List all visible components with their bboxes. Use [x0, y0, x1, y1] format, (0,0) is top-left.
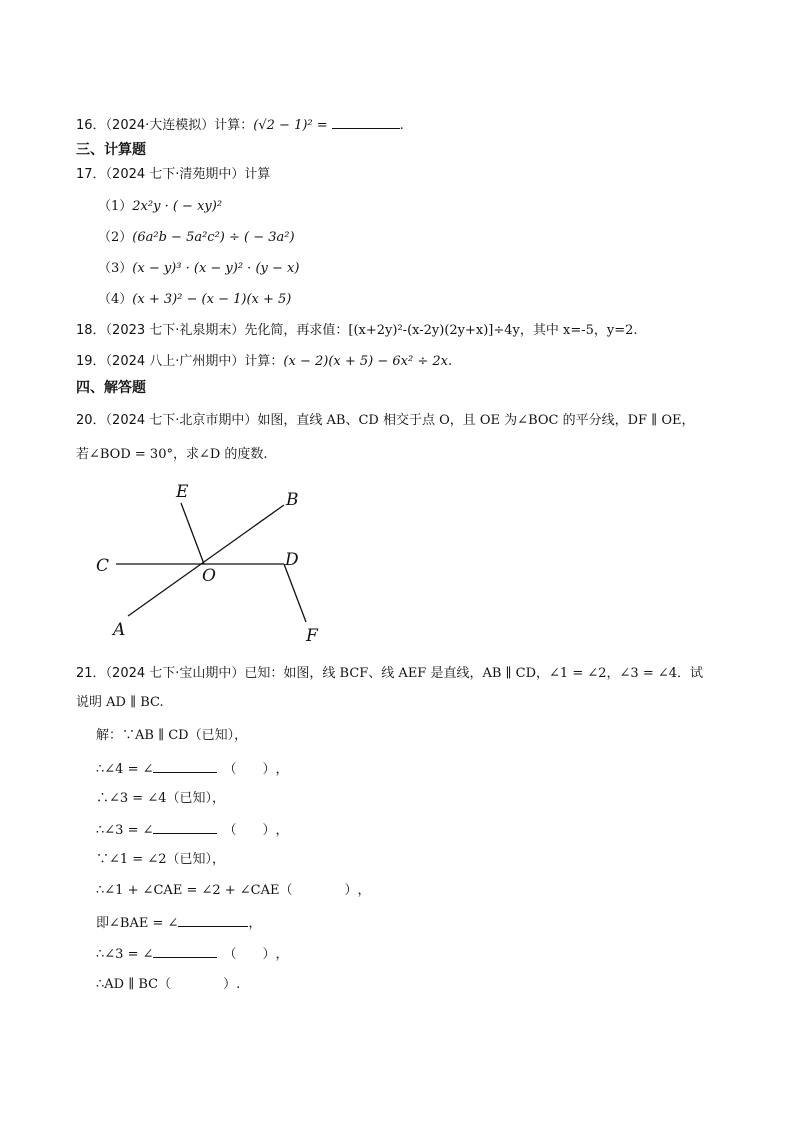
- question-source: （2024 七下·北京市期中）: [105, 413, 258, 428]
- question-number: 20．: [76, 413, 106, 428]
- part-label: （4）: [98, 292, 133, 307]
- step-text: 解：∵AB ∥ CD（已知），: [96, 728, 248, 743]
- ray-oe: [181, 503, 204, 564]
- section-heading-4: 四、解答题: [76, 380, 146, 396]
- end-mark: ，: [275, 823, 289, 838]
- math-expression: (x + 3)² − (x − 1)(x + 5): [132, 292, 292, 307]
- end-mark: ，: [275, 762, 289, 777]
- math-expression: (√2 − 1)² =: [253, 118, 328, 133]
- question-source: （2024 八上·广州期中）: [105, 354, 245, 369]
- label-e: E: [176, 482, 189, 502]
- question-number: 21．: [76, 666, 106, 681]
- math-expression: 2x²y · ( − xy)²: [132, 199, 223, 214]
- question-text: 先化简，再求值：[(x+2y)²-(x-2y)(2y+x)]÷4y，其中 x=-5，y=2.: [244, 323, 638, 338]
- answer-blank[interactable]: [178, 912, 248, 927]
- math-expression: (6a²b − 5a²c²) ÷ ( − 3a²): [132, 230, 295, 245]
- step-text: 即∠BAE = ∠: [96, 916, 179, 931]
- reason-blank[interactable]: （ ）: [279, 883, 358, 898]
- step-text: ∵∠1 = ∠2（已知），: [96, 852, 225, 867]
- step-text: ∴AD ∥ BC: [96, 977, 159, 992]
- question-21-line2: 说明 AD ∥ BC.: [76, 695, 164, 710]
- question-number: 19．: [76, 354, 106, 369]
- reason-blank[interactable]: （ ）: [223, 947, 276, 962]
- end-mark: .: [447, 354, 453, 369]
- section-heading-3: 三、计算题: [76, 142, 146, 158]
- proof-step-5: [96, 850, 225, 870]
- label-d: D: [285, 550, 299, 570]
- part-label: （3）: [98, 261, 133, 276]
- reason-blank[interactable]: （ ）: [223, 762, 276, 777]
- proof-step-9: [96, 975, 240, 995]
- question-21: [76, 664, 703, 684]
- question-source: （2023 七下·礼泉期末）: [105, 323, 245, 338]
- question-20-line2: 若∠BOD = 30°，求∠D 的度数.: [76, 447, 268, 462]
- answer-blank[interactable]: [153, 819, 217, 834]
- proof-step-3: [96, 789, 225, 809]
- proof-step-7: [96, 912, 261, 934]
- step-text: ∴∠1 + ∠CAE = ∠2 + ∠CAE: [96, 883, 280, 898]
- question-source: （2024 七下·清苑期中）: [105, 167, 245, 182]
- label-a: A: [113, 620, 126, 640]
- question-text-line1: 如图，直线 AB、CD 相交于点 O，且 OE 为∠BOC 的平分线，DF ∥ OE，: [257, 413, 695, 428]
- proof-step-1: [96, 726, 247, 746]
- label-f: F: [306, 626, 318, 646]
- end-mark: ，: [275, 947, 289, 962]
- answer-blank[interactable]: [153, 758, 217, 773]
- question-verb: 计算: [244, 167, 271, 182]
- proof-step-2: [96, 758, 289, 780]
- proof-step-8: [96, 943, 289, 965]
- segment-df: [284, 564, 306, 622]
- question-source: （2024 七下·宝山期中）: [105, 666, 245, 681]
- label-c: C: [96, 556, 110, 576]
- question-verb: 计算：: [214, 118, 254, 133]
- question-number: 17．: [76, 167, 106, 182]
- math-expression: (x − y)³ · (x − y)² · (y − x): [132, 261, 300, 276]
- label-b: B: [286, 490, 299, 510]
- question-16: 16．（2024·大连模拟）计算：(√2 − 1)² = .: [76, 114, 404, 136]
- step-text: ∴∠3 = ∠: [96, 947, 154, 962]
- end-mark: ，: [357, 883, 371, 898]
- question-text-line1: 已知：如图，线 BCF、线 AEF 是直线，AB ∥ CD，∠1 = ∠2，∠3 = ∠4．试: [244, 666, 704, 681]
- step-text: ∴∠3 = ∠: [96, 823, 154, 838]
- question-verb: 计算：: [244, 354, 284, 369]
- reason-blank[interactable]: （ ）: [223, 823, 276, 838]
- math-expression: (x − 2)(x + 5) − 6x² ÷ 2x: [283, 354, 448, 369]
- question-number: 16．: [76, 118, 106, 133]
- part-label: （2）: [98, 230, 133, 245]
- end-mark: .: [236, 977, 241, 992]
- proof-step-4: [96, 819, 289, 841]
- part-label: （1）: [98, 199, 133, 214]
- line-ab: [128, 505, 284, 616]
- question-source: （2024·大连模拟）: [105, 118, 215, 133]
- label-o: O: [202, 566, 216, 586]
- step-text: ∴∠3 = ∠4（已知），: [96, 791, 225, 806]
- proof-step-6: [96, 881, 371, 901]
- question-number: 18．: [76, 323, 106, 338]
- answer-blank[interactable]: [153, 943, 217, 958]
- reason-blank[interactable]: （ ）: [158, 977, 237, 992]
- step-text: ∴∠4 = ∠: [96, 762, 154, 777]
- end-mark: ，: [248, 916, 262, 931]
